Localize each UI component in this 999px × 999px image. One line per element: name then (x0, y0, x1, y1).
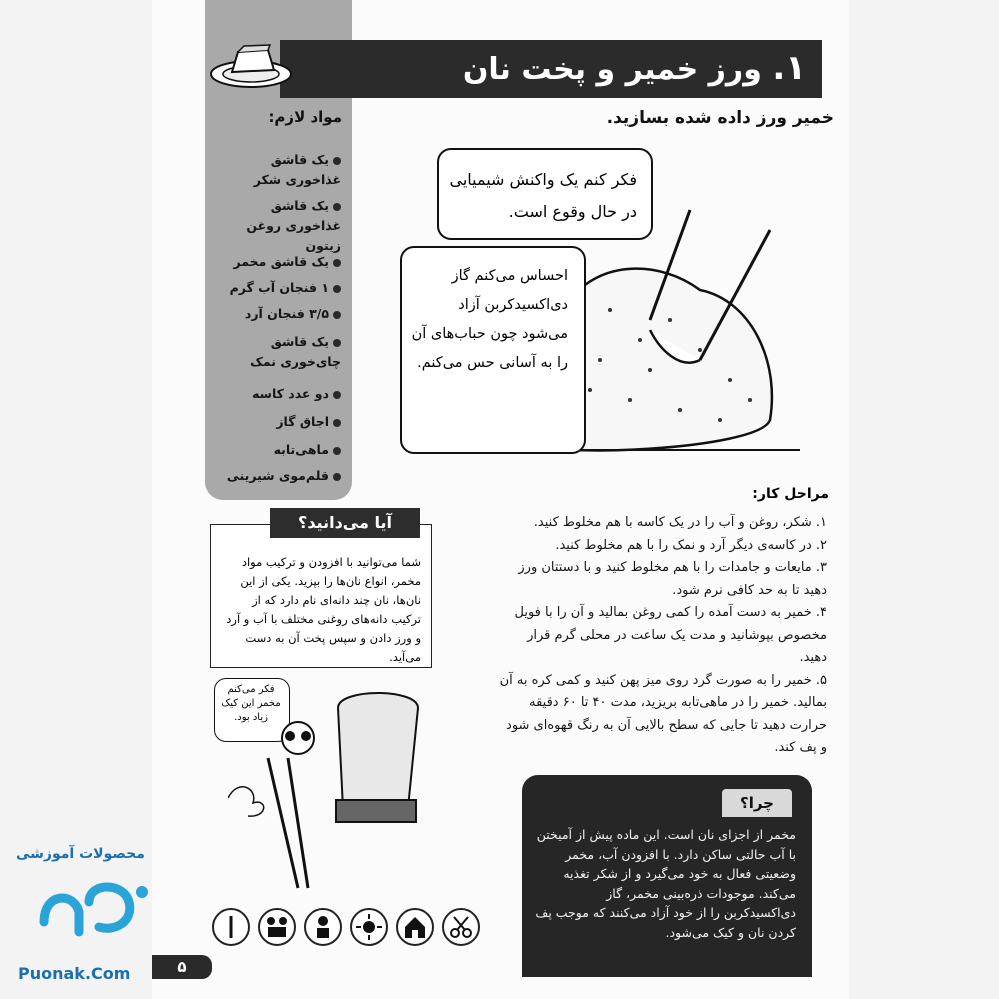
step-item: ۴. خمیر به دست آمده را کمی روغن بمالید و آن را با فویل مخصوص بپوشانید و مدت یک ساعت در محلی گرم قرار دهید. (514, 605, 827, 665)
speech-bubble-yeast: فکر می‌کنم مخمر این کیک زیاد بود. (214, 678, 290, 742)
step-item: ۵. خمیر را به صورت گرد روی میز پهن کنید و کمی کره به آن بمالید. خمیر را در ماهی‌تابه بریزید، مدت ۴۰ تا ۶۰ دقیقه حرارت دهید تا جایی که سطح بالایی آن به رنگ قهوه‌ای شود و پف کند. (499, 672, 827, 755)
steps-heading: مراحل کار: (752, 486, 829, 502)
did-you-know-label: آیا می‌دانید؟ (270, 508, 420, 538)
ingredient-item: یک قاشق غذاخوری شکر (253, 152, 341, 187)
steps-list (497, 512, 827, 760)
tool-icon (212, 908, 250, 946)
ingredient-item: یک قاشق چای‌خوری نمک (250, 334, 341, 369)
scissors-icon (442, 908, 480, 946)
bullet-icon (333, 391, 341, 399)
ingredients-heading: مواد لازم: (268, 108, 342, 126)
person-icon (304, 908, 342, 946)
why-label: چرا؟ (722, 789, 792, 817)
subtitle: خمیر ورز داده شده بسازید. (606, 108, 834, 128)
sun-icon (350, 908, 388, 946)
bullet-icon (333, 339, 341, 347)
speech-bubble-co2: احساس می‌کنم گاز دی‌اکسیدکربن آزاد می‌شود چون حباب‌های آن را به آسانی حس می‌کنم. (400, 246, 586, 454)
bullet-icon (333, 473, 341, 481)
bread-plate-icon (208, 42, 294, 90)
section-title: ۱. ورز خمیر و پخت نان (462, 48, 806, 88)
step-item: ۱. شکر، روغن و آب را در یک کاسه با هم مخلوط کنید. (533, 515, 827, 530)
did-you-know-box: شما می‌توانید با افزودن و ترکیب مواد مخمر، انواع نان‌ها را بپزید. یکی از این نان‌ها، نان چند دانه‌ای نام دارد که از ترکیب دانه‌های روغنی مختلف با آب و آرد و ورز دادن و سپس پخت آن به دست می‌آید. (210, 524, 432, 668)
speech-bubble-reaction: فکر کنم یک واکنش شیمیایی در حال وقوع است. (437, 148, 653, 240)
ingredient-item: قلم‌موی شیرینی (213, 466, 341, 486)
bullet-icon (333, 157, 341, 165)
ingredient-item: ماهی‌تابه (213, 440, 341, 460)
brand-site: Puonak.Com (18, 964, 131, 983)
ingredient-item: یک قاشق مخمر (213, 252, 341, 272)
ingredient-item: یک قاشق غذاخوری روغن زیتون (246, 198, 341, 253)
family-icon (258, 908, 296, 946)
brand-logo-icon (34, 872, 154, 944)
bread-cartoon-illustration (228, 688, 428, 903)
ingredient-item: ۱ فنجان آب گرم (213, 278, 341, 298)
why-box: چرا؟ مخمر از اجزای نان است. این ماده پیش از آمیختن با آب حالتی ساکن دارد. با افزودن آب، مخمر وضعیتی فعال به خود می‌گیرد و از شکر تغذیه می‌کند. موجودات ذره‌بینی مخمر، گاز دی‌اکسیدکربن را از خود آزاد می‌کنند که موجب پف کردن نان و کیک می‌شود. (522, 775, 812, 977)
icon-row (212, 908, 482, 948)
bullet-icon (333, 311, 341, 319)
brand-tagline: محصولات آموزشی (16, 846, 145, 862)
step-item: ۲. در کاسه‌ی دیگر آرد و نمک را با هم مخلوط کنید. (555, 537, 827, 553)
bullet-icon (333, 285, 341, 293)
section-title-bar (280, 40, 822, 98)
bullet-icon (333, 203, 341, 211)
ingredient-item: دو عدد کاسه (213, 384, 341, 404)
bullet-icon (333, 259, 341, 267)
ingredient-item: ۳/۵ فنجان آرد (213, 304, 341, 324)
bullet-icon (333, 447, 341, 455)
page-number: ۵ (152, 955, 212, 979)
bullet-icon (333, 419, 341, 427)
house-icon (396, 908, 434, 946)
step-item: ۳. مایعات و جامدات را با هم مخلوط کنید و با دستتان ورز دهید تا به حد کافی نرم شود. (518, 560, 827, 598)
ingredient-item: اجاق گاز (213, 412, 341, 432)
